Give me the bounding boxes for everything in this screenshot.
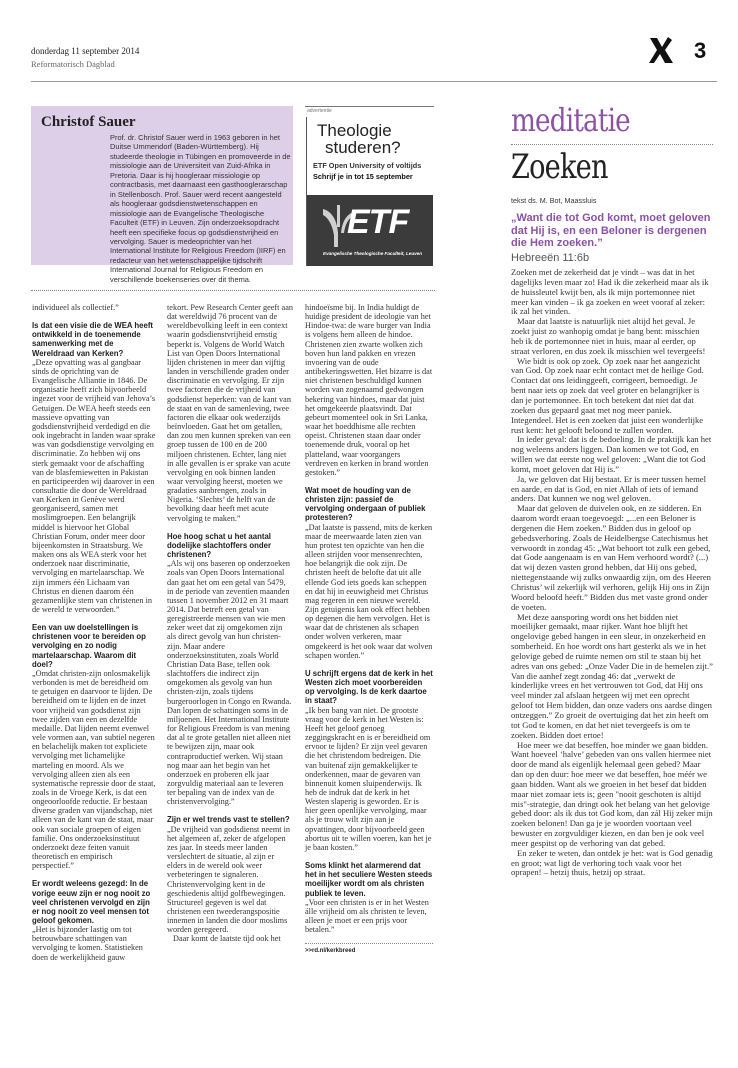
bible-quote: „Want die tot God komt, moet geloven dat Hij is, en een Beloner is dergenen die Hem zoeken.” (511, 212, 711, 250)
interview-answer: „Als wij ons baseren op onderzoeken zoals van Open Doors International dan gaat het om een getal van 5479, in de periode van zeventien maanden tussen 1 november 2012 en 31 maart 2014. Dat betreft een getal van geregistreerde mensen van wie men zeker weet dat zij omgekomen zijn als direct gevolg van hun christen-zijn. Maar andere onderzoeksinstituten, zoals World Christian Data Base, tellen ook slachtoffers die indirect zijn omgekomen als gevolg van hun christen-zijn, zoals tijdens burgeroorlogen in Congo en Rwanda. Dan lopen de schattingen soms in de miljoenen. Het International Institute for Religious Freedom is van mening dat al te grote getallen niet alleen niet te bewijzen zijn, maar ook contraproductief werken. Wij staan nog maar aan het begin van het onderzoek en proberen elk jaar zorgvuldig materiaal aan te leveren ter bepaling van de index van de christenvervolging.” (167, 559, 292, 807)
ad-content[interactable] (306, 117, 433, 266)
rd-x-logo-icon (648, 36, 674, 64)
ad-subtitle: ETF Open University of voltijds (313, 161, 422, 170)
meditation-body (511, 268, 713, 878)
ad-call-to-action: Schrijf je in tot 15 september (313, 172, 413, 181)
interview-question: Soms klinkt het alarmerend dat het in het seculiere Westen steeds moeilijker wordt om als christen publiek te leven. (305, 861, 433, 898)
ad-title-line2: studeren? (325, 138, 401, 157)
interview-question: Wat moet de houding van de christen zijn: passief de vervolging ondergaan of publiek protesteren? (305, 485, 426, 523)
bio-name: Christof Sauer (41, 114, 136, 130)
interview-question: Is dat een visie die de WEA heeft ontwikkeld in de toenemende samenwerking met de Wereldraad van Kerken? (32, 321, 154, 358)
page-number: 3 (694, 38, 707, 63)
interview-answer: „Ik ben bang van niet. De grootste vraag voor de kerk in het Westen is: Heeft het geloof genoeg zeggingskracht en is er bereidheid om ervoor te lijden? Er zijn veel gevaren die het christendom bedreigen. Die van buitenaf zijn gemakkelijker te onderkennen, maar de gevaren van binnenuit komen sluipenderwijs. Ik heb de indruk dat de kerk in het Westen slaperig is geworden. Er is hier geen openlijke vervolging, maar als je trouw wilt zijn aan je opvattingen, door bijvoorbeeld geen abortus uit te willen voeren, kan het je je baan kosten.” (305, 705, 432, 852)
newspaper-name: Reformatorisch Dagblad (31, 59, 115, 69)
interview-answer: „Omdat christen-zijn onlosmakelijk verbonden is met de bereidheid om te getuigen en daarvoor te lijden. De bereidheid om te lijden en de inzet voor vrijheid van godsdienst zijn twee zijden van een en dezelfde medaille. Dat lijden neemt evenwel vele vormen aan, van subtiel negeren en belachelijk maken tot expliciete vervolging met lichamelijke marteling en moord. Als we vervolging alleen zien als een systematische repressie door de staat, zoals in de Vroege Kerk, is dat een ongeoorloofde reductie. Er bestaan diverse graden van vijandschap, niet alleen van de kant van de staat, maar ook van sociale groepen of eigen familie. Ons onderzoeksinstituut onderzoekt deze feiten vanuit theoretisch en empirisch perspectief.” (32, 668, 156, 871)
ad-label: advertentie (307, 108, 332, 114)
more-link[interactable]: >>rd.nl/kerkbreed (305, 948, 356, 955)
meditation-paragraph: Ja, we geloven dat Hij bestaat. Er is meer tussen hemel en aarde, en dat is God, en niet Allah of iets of iemand anders. Dat kunnen we nog wel geloven. (511, 473, 707, 504)
meditation-paragraph: Maar dat geloven de duivelen ook, en ze sidderen. En daarom wordt eraan toegevoegd: „...en een Beloner is dergenen die Hem zoeken.” Bidden dus in geloof op gebedsverhoring. Zoals de Heidelbergse Catechismus het verwoordt in zondag 45: „Wat behoort tot zulk een gebed, dat Gode aangenaam is en van Hem verhoord wordt? (...) dat wij dezen vasten grond hebben, dat Hij ons gebed, niettegenstaande wij zulks onwaardig zijn, om des Heeren Christus’ wil zekerlijk wil verhoren, gelijk Hij ons in Zijn Woord beloofd heeft.” Bidden dus met vaste grond onder de voeten. (511, 503, 711, 612)
interview-answer: Daar komt de laatste tijd ook het (173, 934, 281, 944)
interview-answer: hindoeïsme bij. In India huldigt de huidige president de ideologie van het Hindoe-twa: de ware burger van India is volgens hem alleen de hindoe. Christenen zien zwarte wolken zich boven hun land pakken en vrezen invoering van de oude antibekeringswetten. Het bizarre is dat niet christenen beschuldigd kunnen worden van zogenaamd gedwongen bekering van hindoes, maar dat juist het omgekeerde plaatsvindt. Dat gebeurt momenteel ook in Sri Lanka, waar het boeddhisme alle rechten opeist. Christenen staan daar onder toenemende druk, vooral op het platteland, waar voorgangers verdreven en kerken in brand worden gestoken.” (305, 303, 433, 477)
interview-answer: individueel als collectief.” (32, 303, 119, 312)
meditation-paragraph: Maar dat laatste is natuurlijk niet altijd het geval. Je zoekt juist zo wanhopig omdat je bang bent: misschien heb ik de portemonnee niet in huis, maar al eerder, op straat verloren, en dus zoek ik misschien wel tevergeefs! (511, 316, 706, 356)
interview-question: Zijn er wel trends vast te stellen? (167, 815, 290, 825)
interview-question: Hoe hoog schat u het aantal dodelijke slachtoffers onder christenen? (167, 531, 271, 560)
ad-title (317, 122, 401, 156)
meditation-paragraph: Hoe meer we dat beseffen, hoe minder we gaan bidden. Want hoeveel ‘halve’ gebeden van ons vallen hiermee niet door de mand als eigenlijk helemaal geen gebed? Maar dan op den duur: hoe meer we dat beseffen, hoe méér we gaan bidden. Want als we groeien in het besef dat bidden maar niet zomaar iets is; geen "nooit geschoten is altijd mis"-strategie, dan dringt ook het belang van het gelovige gebed door: als ik dus tot God kom, dan zál Hij zeker mijn zoeken belonen! Dan ga je je woorden voortaan veel bewuster en zorgvuldiger kiezen, en dan ben je ook veel meer gespitst op de verhoring van dat gebed. (511, 739, 713, 848)
interview-answer: „Het is bijzonder lastig om tot betrouwbare schattingen van vervolging te komen. Statistieken doen de werkelijkheid gauw (32, 925, 143, 962)
article-column-1 (32, 303, 156, 962)
meditation-paragraph: En zeker te weten, dan ontdek je het: wat is God genadig en groot; wat ligt de verhoring toch vaak voor het oprapen! – hetzij thuis, hetzij op straat. (511, 847, 713, 878)
interview-answer: tekort. Pew Research Center geeft aan dat wereldwijd 76 procent van de wereldbevolking leeft in een context waarin godsdienstvrijheid ernstig beperkt is. Volgens de World Watch List van Open Doors International lijden christenen in meer dan vijftig landen in verschillende graden onder discriminatie en vervolging. Er zijn twee factoren die de vrijheid van godsdienst beperken: van de kant van de staat en van de samenleving, twee factoren die elkaar ook wederzijds beïnvloeden. Gaat het om getallen, dan zou men kunnen spreken van een groep tussen de 100 en de 200 miljoen christenen. Echter, lang niet in alle gevallen is er sprake van acute vervolging en ook binnen landen waar vervolging heerst, moeten we gradaties aanbrengen, zoals in Nigeria. ‘Slechts’ de helft van de bevolking daar heeft met acute vervolging te maken.” (167, 303, 293, 523)
section-divider (511, 144, 713, 145)
bio-text: Prof. dr. Christof Sauer werd in 1963 geboren in het Duitse Ummendorf (Baden-Württemberg). Hij studeerde theologie in Tübingen en promoveerde in de missiologie aan de Universiteit van Zuid-Afrika in Pretoria. Daar is hij hoogleraar missiologie op contractbasis, met daarnaast een gasthooglerarschap in Stellenbosch. Prof. Sauer werd recent aangesteld als hoogleraar godsdienstwetenschappen en missiologie aan de Evangelische Theologische Faculteit (ETF) in Leuven. Zijn onderzoeksopdracht heeft een specifieke focus op godsdienstvrijheid en vervolging. Sauer is medeoprichter van het International Institute for Religious Freedom (IIRF) en redacteur van het wetenschappelijke tijdschrift International Journal for Religious Freedom en verschillende boekenseries over dit thema. (110, 133, 291, 284)
article-divider (31, 290, 435, 291)
article-column-3 (305, 303, 433, 956)
interview-question: Er wordt weleens gezegd: In de vorige eeuw zijn er nog nooit zo veel christenen vervolgd en zijn er nog nooit zo veel mensen tot geloof gekomen. (32, 879, 151, 925)
issue-date: donderdag 11 september 2014 (31, 46, 140, 56)
article-column-2 (167, 303, 293, 944)
interview-answer: „Voor een christen is er in het Westen álle vrijheid om als christen te leven, alleen je moet er een prijs voor betalen.” (305, 897, 429, 935)
interview-answer: „Deze opvatting was al gangbaar sinds de oprichting van de Evangelische Alliantie in 1846. De organisatie heeft zich bijvoorbeeld ingezet voor de vrijheid van Jehova’s Getuigen. De WEA heeft steeds een massieve opvatting van godsdienstvrijheid verdedigd en die ook ingebracht in landen waar sprake was van godsdienstige vervolging en discriminatie. Zo hebben wij ons sterk gemaakt voor de afschaffing van de blasfemiewetten in Pakistan en participeerden wij daarover in een consultatie die door de Wereldraad van Kerken in Genève werd georganiseerd, samen met moslimgroepen. Een belangrijk middel is hiervoor het Global Christian Forum, onder meer door bijeenkomsten in Straatsburg. We maken ons als WEA sterk voor het onderzoek naar discriminatie, vervolging en martelaarschap. We zijn immers één Lichaam van Christus en dienen daarom één gezamenlijke stem van christenen in de wereld te verwoorden.” (32, 357, 156, 614)
interview-answer: „Dat laatste is passend, mits de kerken maar de meerwaarde laten zien van hun protest ten opzichte van hen die alleen strijden voor mensenrechten, hoe belangrijk die ook zijn. De christen heeft de belofte dat uit alle ellende God iets goeds kan scheppen en dat hij in eeuwigheid met Christus mag regeren in een nieuwe wereld. Zijn getuigenis kan ook effect hebben op degenen die hem vervolgen. Het is waar dat de christenen als schapen onder wolven verkeren, maar omgekeerd is het ook waar dat wolven schapen worden.” (305, 522, 433, 660)
header-divider (31, 81, 717, 82)
bible-reference: Hebreeën 11:6b (511, 252, 590, 264)
etf-logo-text: ETF (347, 203, 409, 241)
meditation-title: Zoeken (511, 147, 608, 187)
interview-question: Een van uw doelstellingen is christenen voor te bereiden op vervolging en zo nodig martelaarschap. Waarom dit doel? (32, 623, 146, 669)
link-divider (305, 943, 433, 944)
meditation-author: tekst ds. M. Bot, Maassluis (511, 196, 597, 205)
author-bio-box (31, 106, 293, 284)
meditation-paragraph: Wie bidt is ook op zoek. Op zoek naar het aangezicht van God. Op zoek naar echt contact met de heilige God. Contact dat ons leidinggeeft, corrigeert, bemoedigt. Je bent naar iets op zoek dat veel groter en belangrijker is dan je portemonnee. En toch betekent dat niet dat dat zoeken dus gepaard gaat met nog meer paniek. Integendeel. Het is een zoeken dat juist een wonderlijke rust kent: het gelooft beloond te zullen worden. (511, 355, 704, 435)
interview-question: U schrijft ergens dat de kerk in het Westen zich moet voorbereiden op vervolging. Is de kerk daartoe in staat? (305, 668, 433, 706)
meditation-paragraph: Zoeken met de zekerheid dat je vindt – was dat in het dagelijks leven maar zo! Had ik die zekerheid maar als ik de huissleutel kwijt ben, als ik mijn portemonnee niet meer kan vinden – ik ga zoeken en weet vooraf al zeker: ik zal het vinden. (511, 267, 709, 317)
meditation-paragraph: In ieder geval: dat is de bedoeling. In de praktijk kan het nog weleens anders liggen. Dan komen we tot God, en willen we dat eerste nog wel geloven: „Want die tot God komt, moet geloven dat Hij is.” (511, 434, 712, 474)
section-label: meditatie (511, 101, 630, 139)
advertisement[interactable] (305, 106, 434, 266)
interview-answer: „De vrijheid van godsdienst neemt in het algemeen af, zeker de afgelopen zes jaar. In steeds meer landen verslechtert de situatie, al zijn er elders in de wereld ook weer verbeteringen te signaleren. Christenvervolging kent in de geschiedenis altijd golfbewegingen. Structureel gegeven is wel dat christenen een tweederangspositie innemen in landen die door moslims worden geregeerd. (167, 824, 291, 935)
ad-title-line1: Theologie (317, 121, 392, 140)
meditation-paragraph: Met deze aansporing wordt ons het bidden niet moeilijker gemaakt, maar rijker. Want hoe blijft het ongelovige gebed hangen in een sleur, in onzekerheid en somberheid. En hoe wordt ons hart gesterkt als we in het gelovige gebed de ruimte nemen om stil te staan bij het adres van ons gebed: „Onze Vader Die in de hemelen zijt.” Van die aanhef zegt zondag 46: dat „verwekt de kinderlijke vrees en het vertrouwen tot God, dat Hij ons veel minder zal afslaan hetgeen wij met een oprecht geloof tot Hem bidden, dan onze vaders ons aardse dingen ontzeggen.” Zo groeit de overtuiging dat het zin heeft om tot God te komen, en dat het niet tevergeefs is om te zoeken. Bidden doet ertoe! (511, 611, 713, 740)
etf-logo-subtitle: Evangelische Theologische Faculteit, Leuven (323, 251, 423, 256)
ad-logo-panel (307, 195, 433, 266)
